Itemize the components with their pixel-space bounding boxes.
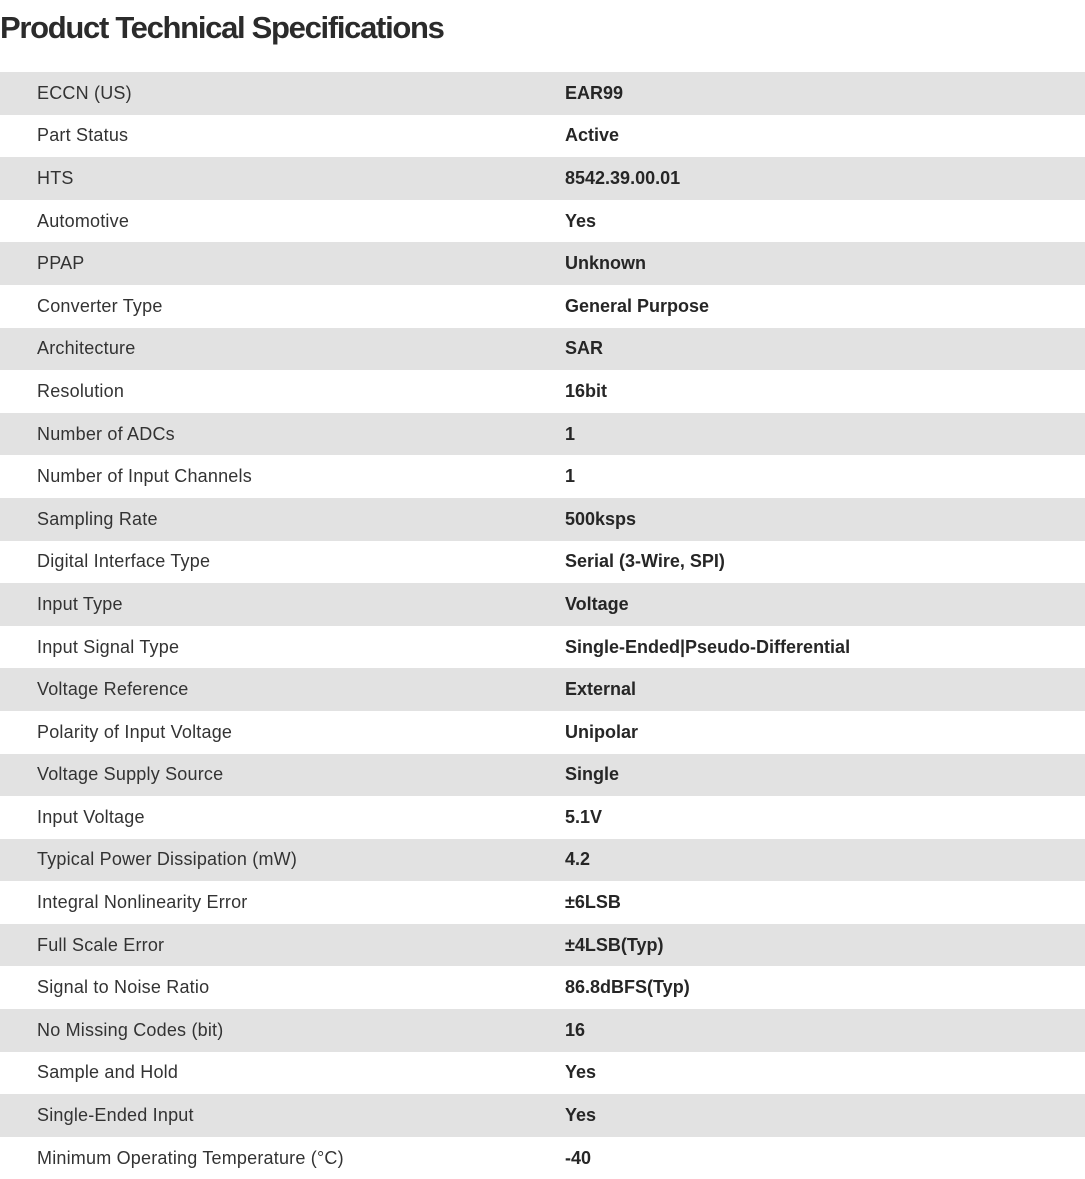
spec-value: 8542.39.00.01 bbox=[565, 167, 681, 188]
spec-label: Signal to Noise Ratio bbox=[37, 977, 210, 998]
spec-label: Typical Power Dissipation (mW) bbox=[37, 849, 298, 870]
spec-row bbox=[0, 1009, 1085, 1052]
spec-value: Yes bbox=[565, 1062, 597, 1083]
spec-label: Resolution bbox=[37, 380, 125, 401]
spec-row bbox=[0, 711, 1085, 754]
spec-row bbox=[0, 881, 1085, 924]
page-title: Product Technical Specifications bbox=[0, 10, 444, 45]
spec-label: Architecture bbox=[37, 338, 136, 359]
spec-row bbox=[0, 455, 1085, 498]
spec-value: SAR bbox=[565, 338, 604, 359]
spec-label: Number of Input Channels bbox=[37, 466, 252, 487]
spec-row bbox=[0, 200, 1085, 243]
spec-row bbox=[0, 966, 1085, 1009]
spec-value: Yes bbox=[565, 1105, 597, 1126]
spec-value: Voltage bbox=[565, 593, 629, 614]
spec-label: Converter Type bbox=[37, 295, 163, 316]
spec-value: 500ksps bbox=[565, 508, 637, 529]
spec-row bbox=[0, 72, 1085, 115]
spec-label: Minimum Operating Temperature (°C) bbox=[37, 1147, 344, 1168]
spec-row bbox=[0, 626, 1085, 669]
spec-value: Serial (3-Wire, SPI) bbox=[565, 551, 725, 572]
spec-row bbox=[0, 328, 1085, 371]
spec-label: Part Status bbox=[37, 125, 129, 146]
spec-value: 16bit bbox=[565, 380, 608, 401]
spec-row bbox=[0, 242, 1085, 285]
spec-label: Voltage Reference bbox=[37, 679, 189, 700]
spec-label: ECCN (US) bbox=[37, 82, 132, 103]
spec-label: Automotive bbox=[37, 210, 130, 231]
spec-value: EAR99 bbox=[565, 82, 624, 103]
spec-label: Polarity of Input Voltage bbox=[37, 721, 233, 742]
spec-row bbox=[0, 924, 1085, 967]
spec-label: Digital Interface Type bbox=[37, 551, 211, 572]
spec-value: 1 bbox=[565, 423, 576, 444]
spec-label: Input Type bbox=[37, 593, 123, 614]
spec-value: 16 bbox=[565, 1019, 586, 1040]
spec-row bbox=[0, 796, 1085, 839]
spec-row bbox=[0, 370, 1085, 413]
spec-value: Unipolar bbox=[565, 721, 639, 742]
spec-row bbox=[0, 839, 1085, 882]
spec-value: -40 bbox=[565, 1147, 592, 1168]
spec-label: No Missing Codes (bit) bbox=[37, 1019, 224, 1040]
spec-table-body bbox=[0, 72, 1085, 1179]
spec-value: 86.8dBFS(Typ) bbox=[565, 977, 690, 998]
spec-label: Single-Ended Input bbox=[37, 1105, 194, 1126]
spec-row bbox=[0, 1094, 1085, 1137]
spec-label: Sample and Hold bbox=[37, 1062, 179, 1083]
spec-label: Full Scale Error bbox=[37, 934, 165, 955]
spec-row bbox=[0, 285, 1085, 328]
spec-value: Single-Ended|Pseudo-Differential bbox=[565, 636, 851, 657]
spec-value: External bbox=[565, 679, 637, 700]
spec-row bbox=[0, 157, 1085, 200]
spec-label: Number of ADCs bbox=[37, 423, 175, 444]
spec-label: PPAP bbox=[37, 253, 85, 274]
spec-value: Active bbox=[565, 125, 620, 146]
spec-row bbox=[0, 754, 1085, 797]
spec-label: Sampling Rate bbox=[37, 508, 158, 529]
spec-label: Input Signal Type bbox=[37, 636, 180, 657]
spec-label: HTS bbox=[37, 167, 74, 188]
spec-value: 5.1V bbox=[565, 806, 603, 827]
spec-value: Unknown bbox=[565, 253, 646, 274]
spec-label: Voltage Supply Source bbox=[37, 764, 224, 785]
spec-label: Integral Nonlinearity Error bbox=[37, 892, 248, 913]
spec-row bbox=[0, 115, 1085, 158]
spec-row bbox=[0, 413, 1085, 456]
spec-value: 4.2 bbox=[565, 849, 591, 870]
spec-value: 1 bbox=[565, 466, 576, 487]
spec-value: Yes bbox=[565, 210, 597, 231]
spec-table bbox=[0, 72, 1085, 1179]
spec-value: ±4LSB(Typ) bbox=[565, 934, 664, 955]
spec-value: General Purpose bbox=[565, 295, 710, 316]
spec-row bbox=[0, 1137, 1085, 1179]
spec-row bbox=[0, 1052, 1085, 1095]
spec-label: Input Voltage bbox=[37, 806, 145, 827]
spec-value: Single bbox=[565, 764, 620, 785]
spec-row bbox=[0, 541, 1085, 584]
spec-value: ±6LSB bbox=[565, 892, 621, 913]
spec-row bbox=[0, 668, 1085, 711]
spec-row bbox=[0, 583, 1085, 626]
spec-row bbox=[0, 498, 1085, 541]
